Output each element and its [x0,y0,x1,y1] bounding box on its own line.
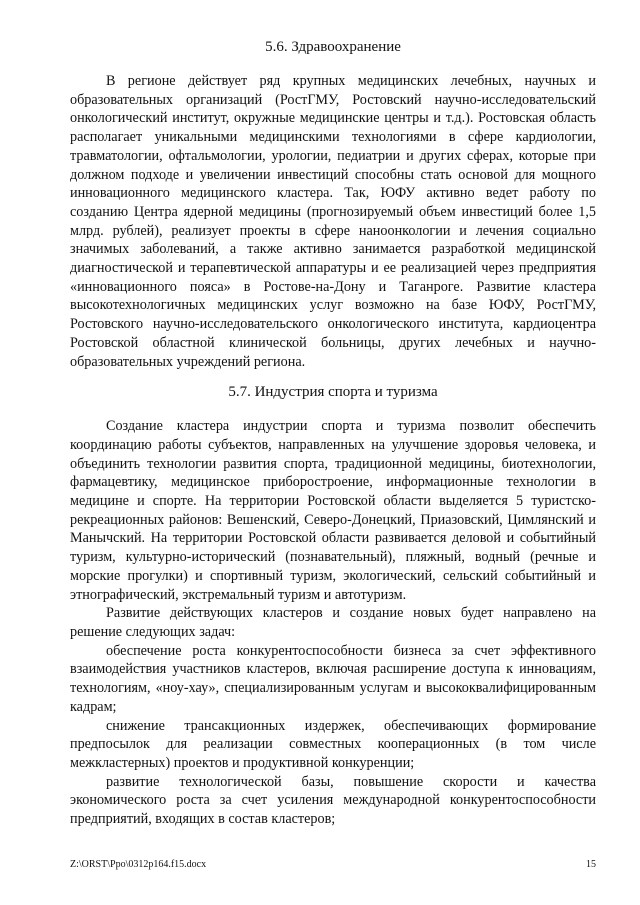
section-title-healthcare: 5.6. Здравоохранение [265,39,401,55]
paragraph-task-technology-base: развитие технологической базы, повышение скорости и качества экономического роста за счет усиления международной конкурентоспособности предприятий, входящих в состав кластеров; [70,773,596,828]
section-title-sport-tourism: 5.7. Индустрия спорта и туризма [228,384,438,401]
paragraph-task-competitiveness: обеспечение роста конкурентоспособности бизнеса за счет эффективного взаимодействия участников кластеров, включая расширение доступа к инновациям, технологиям, «ноу-хау», специализированным услугам и высококвалифицированным кадрам; [70,642,596,715]
paragraph-tasks-intro: Развитие действующих кластеров и создание новых будет направлено на решение следующих задач: [70,605,596,640]
page-number: 15 [586,859,596,870]
paragraph-sport-tourism-cluster: Создание кластера индустрии спорта и туризма позволит обеспечить координацию работы субъектов, направленных на улучшение здоровья человека, и объединить технологии развития спорта, традиционной медицины, биотехнологии, фармацевтику, медицинское приборостроение, информационные технологии в медицине и спорте. На территории Ростовской области выделяется 5 туристско-рекреационных районов: Вешенский, Северо-Донецкий, Приазовский, Цимлянский и Манычский. На территории Ростовской области развивается деловой и событийный туризм, культурно-исторический (познавательный), пляжный, водный (речные и морские прогулки) и спортивный туризм, экологический, сельский событийный и этнографический, экстремальный туризм и автотуризм. [70,418,596,603]
paragraph-healthcare: В регионе действует ряд крупных медицинских лечебных, научных и образовательных организаций (РостГМУ, Ростовский научно-исследовательский онкологический институт, окружные медицинские центры и т.д.). Ростовская область располагает уникальными медицинскими технологиями в сфере кардиологии, травматологии, офтальмологии, урологии, педиатрии и других сферах, которые при должном подходе и увеличении инвестиций способны стать основой для мощного инновационного медицинского кластера. Так, ЮФУ активно ведет работу по созданию Центра ядерной медицины (прогнозируемый объем инвестиций более 1,5 млрд. рублей), реализует проекты в сфере наноонкологии и лечения социально значимых заболеваний, а также активно занимается разработкой медицинской диагностической и терапевтической аппаратуры и ее реализацией через предприятия «инновационного пояса» в Ростове-на-Дону и Таганроге. Развитие кластера высокотехнологичных медицинских услуг возможно на базе ЮФУ, РостГМУ, Ростовского научно-исследовательского онкологического института, кардиоцентра Ростовской областной клинической больницы, других лечебных и научно-образовательных учреждений региона. [70,73,596,370]
page-content [70,37,596,829]
paragraph-task-transaction-costs: снижение трансакционных издержек, обеспечивающих формирование предпосылок для реализации совместных кооперационных (в том числе межкластерных) проектов и продуктивной конкуренции; [70,717,596,771]
footer-file-path: Z:\ORST\Ppo\0312p164.f15.docx [70,859,207,870]
